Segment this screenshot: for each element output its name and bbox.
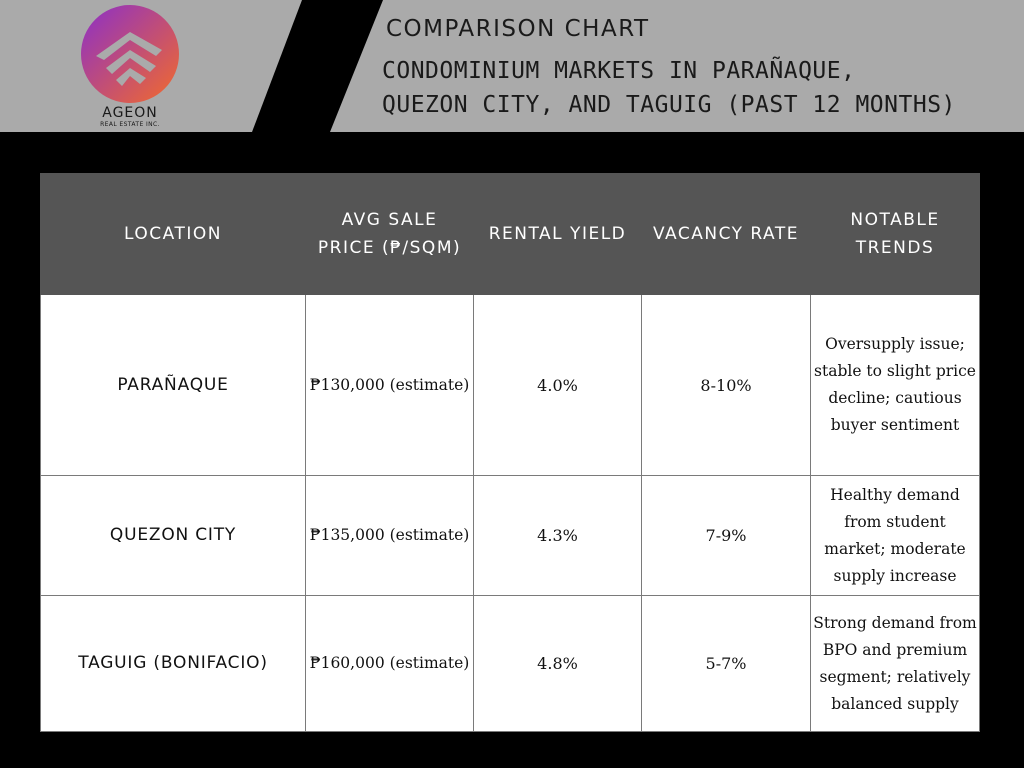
cell-location: TAGUIG (BONIFACIO) [41,596,306,732]
table-row [41,476,980,596]
chart-title-line-1: CONDOMINIUM MARKETS IN PARAÑAQUE, [382,58,856,84]
chart-kicker: COMPARISON CHART [386,16,650,42]
logo-name: AGEON [102,105,158,121]
logo-mark-icon [76,4,184,104]
column-header-vacancy-rate: VACANCY RATE [642,174,811,295]
logo-subtitle: REAL ESTATE INC. [100,121,160,128]
column-header-notable-trends: NOTABLE TRENDS [811,174,980,295]
cell-avg-sale-price: ₱135,000 (estimate) [306,476,474,596]
cell-avg-sale-price: ₱130,000 (estimate) [306,295,474,476]
cell-rental-yield: 4.8% [474,596,642,732]
column-header-rental-yield: RENTAL YIELD [474,174,642,295]
company-logo [76,4,184,128]
column-header-avg-sale-price: AVG SALE PRICE (₱/SQM) [306,174,474,295]
table-header-row [41,174,980,295]
table-row [41,295,980,476]
cell-avg-sale-price: ₱160,000 (estimate) [306,596,474,732]
cell-notable-trends: Strong demand from BPO and premium segment; relatively balanced supply [811,596,980,732]
cell-vacancy-rate: 7-9% [642,476,811,596]
cell-location: PARAÑAQUE [41,295,306,476]
header-band [0,0,1024,132]
cell-rental-yield: 4.0% [474,295,642,476]
cell-notable-trends: Oversupply issue; stable to slight price decline; cautious buyer sentiment [811,295,980,476]
cell-vacancy-rate: 8-10% [642,295,811,476]
comparison-table [40,173,980,732]
chart-title [382,54,1022,122]
column-header-location: LOCATION [41,174,306,295]
cell-rental-yield: 4.3% [474,476,642,596]
chart-title-line-2: QUEZON CITY, AND TAGUIG (PAST 12 MONTHS) [382,92,956,118]
cell-location: QUEZON CITY [41,476,306,596]
table-row [41,596,980,732]
cell-vacancy-rate: 5-7% [642,596,811,732]
cell-notable-trends: Healthy demand from student market; moderate supply increase [811,476,980,596]
